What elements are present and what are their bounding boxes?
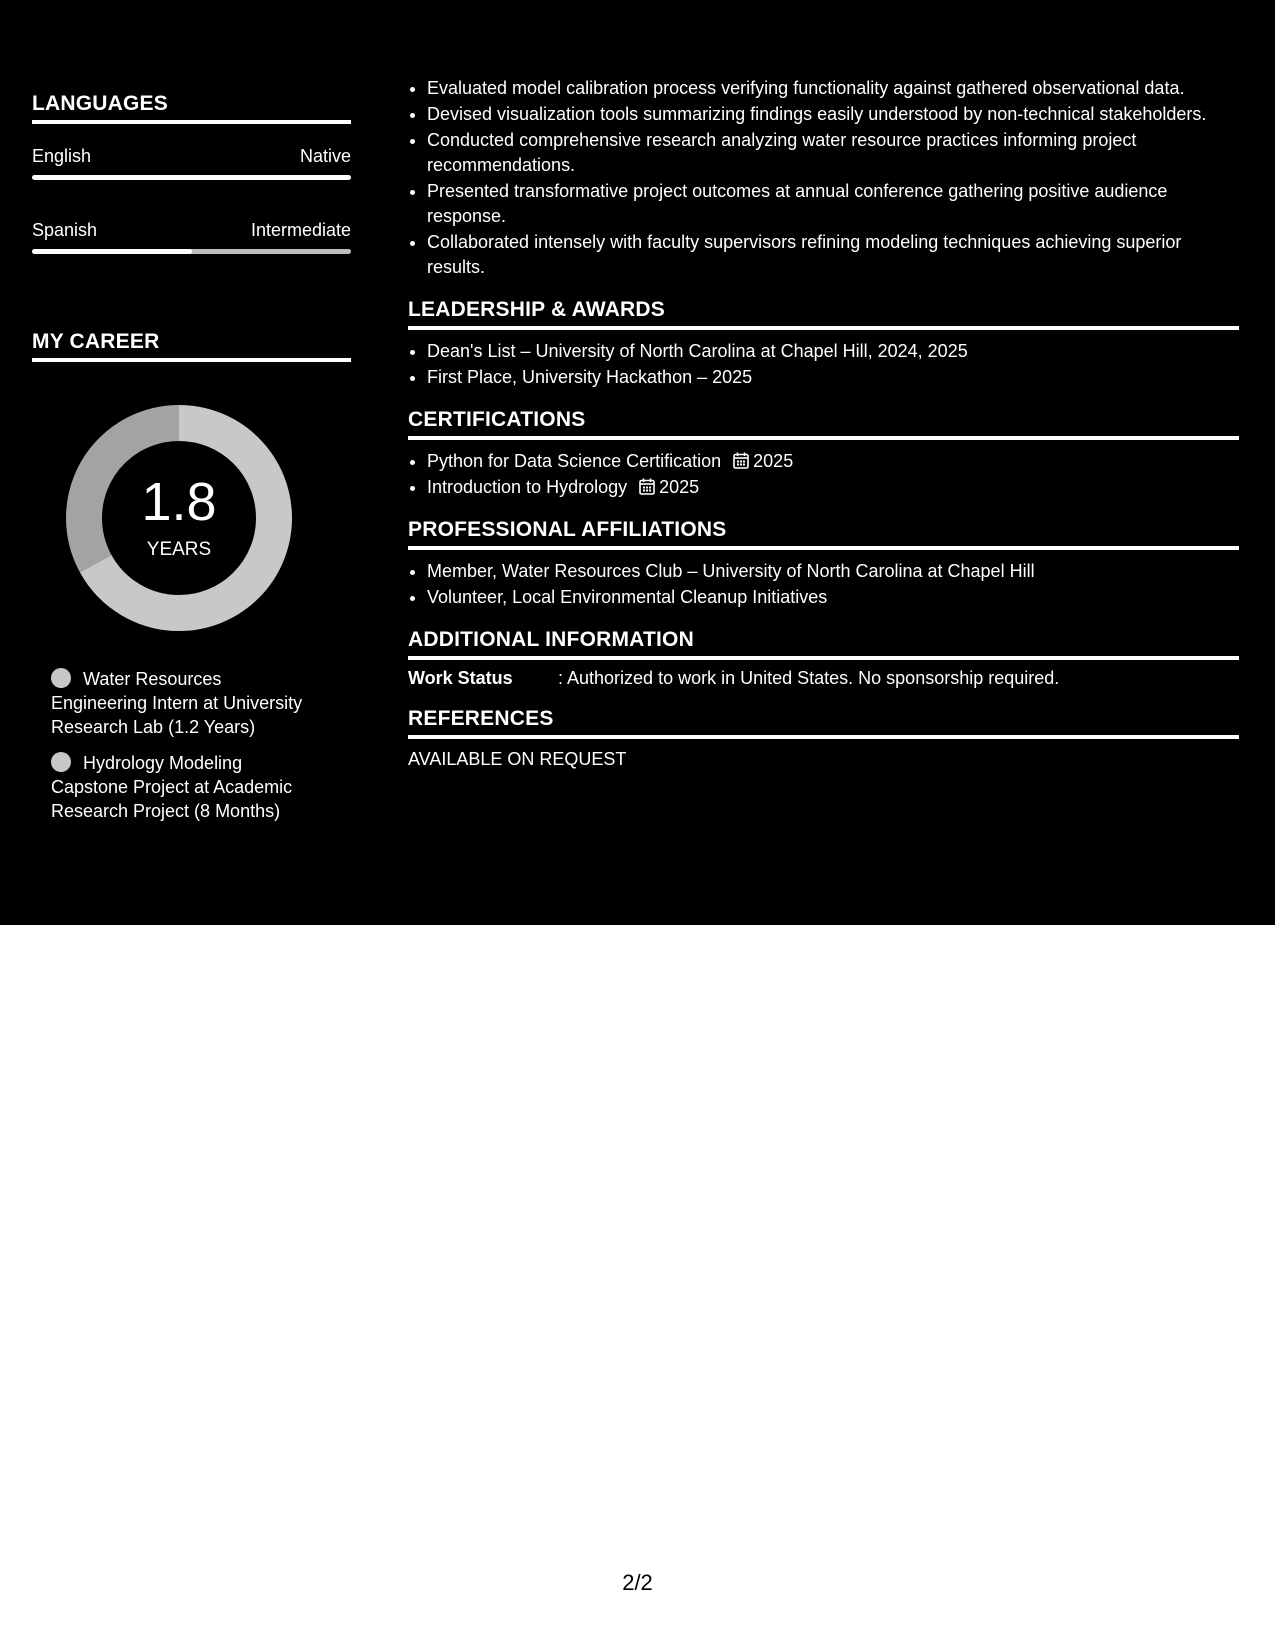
certification-item	[427, 449, 1239, 474]
language-name: Spanish	[32, 220, 98, 240]
affiliation-item: • Member, Water Resources Club – University of North Carolina at Chapel Hill	[427, 559, 1239, 584]
work-status-label: Work Status	[408, 668, 513, 688]
sidebar	[32, 92, 351, 835]
language-level: Native	[299, 146, 351, 166]
language-proficiency-bar	[32, 249, 351, 254]
legend-dot-icon	[51, 668, 71, 688]
certifications-section	[408, 408, 1239, 500]
certifications-title: CERTIFICATIONS	[408, 408, 1239, 440]
affiliations-section	[408, 518, 1239, 610]
language-level: Intermediate	[250, 220, 351, 240]
experience-bullet: • Conducted comprehensive research analyzing water resource practices informing project recommendations.	[427, 128, 1239, 178]
certification-name: Introduction to Hydrology	[427, 477, 628, 497]
legend-dot-icon	[51, 752, 71, 772]
work-status-value: : Authorized to work in United States. No sponsorship required.	[558, 668, 1060, 688]
references-title: REFERENCES	[408, 707, 1239, 739]
affiliations-title: PROFESSIONAL AFFILIATIONS	[408, 518, 1239, 550]
certification-year: 2025	[659, 477, 700, 497]
leadership-title: LEADERSHIP & AWARDS	[408, 298, 1239, 330]
calendar-icon	[639, 478, 655, 495]
career-total: 1.8	[141, 472, 217, 532]
calendar-icon	[733, 452, 749, 469]
language-spanish	[32, 220, 351, 254]
references-section	[408, 707, 1239, 770]
languages-title: LANGUAGES	[32, 92, 351, 124]
additional-info-section	[408, 628, 1239, 689]
career-item-text: Water Resources Engineering Intern at University Research Lab (1.2 Years)	[51, 669, 303, 737]
certification-name: Python for Data Science Certification	[427, 451, 722, 471]
career-title: MY CAREER	[32, 330, 351, 362]
main-content	[408, 76, 1239, 770]
leadership-section	[408, 298, 1239, 390]
career-unit: YEARS	[146, 539, 212, 560]
experience-bullet: • Evaluated model calibration process verifying functionality against gathered observational data.	[427, 76, 1239, 101]
affiliation-item: • Volunteer, Local Environmental Cleanup Initiatives	[427, 585, 1239, 610]
experience-bullet: • Collaborated intensely with faculty supervisors refining modeling techniques achieving superior results.	[427, 230, 1239, 280]
language-name: English	[32, 146, 92, 166]
certification-year: 2025	[753, 451, 794, 471]
career-legend-item	[51, 751, 321, 823]
leadership-item: • First Place, University Hackathon – 2025	[427, 365, 1239, 390]
career-donut	[66, 405, 292, 631]
certification-item	[427, 475, 1239, 500]
experience-bullets	[408, 76, 1239, 280]
career-legend	[51, 667, 321, 823]
language-proficiency-fill	[32, 175, 351, 180]
career-legend-item	[51, 667, 321, 739]
additional-info-title: ADDITIONAL INFORMATION	[408, 628, 1239, 660]
language-proficiency-bar	[32, 175, 351, 180]
language-english	[32, 146, 351, 180]
page-number: 2/2	[622, 1570, 653, 1595]
language-proficiency-fill	[32, 249, 192, 254]
experience-bullet: • Presented transformative project outcomes at annual conference gathering positive audience response.	[427, 179, 1239, 229]
career-item-text: Hydrology Modeling Capstone Project at Academic Research Project (8 Months)	[51, 753, 293, 821]
leadership-item: • Dean's List – University of North Carolina at Chapel Hill, 2024, 2025	[427, 339, 1239, 364]
experience-bullet: • Devised visualization tools summarizing findings easily understood by non-technical stakeholders.	[427, 102, 1239, 127]
references-value: AVAILABLE ON REQUEST	[408, 749, 627, 769]
